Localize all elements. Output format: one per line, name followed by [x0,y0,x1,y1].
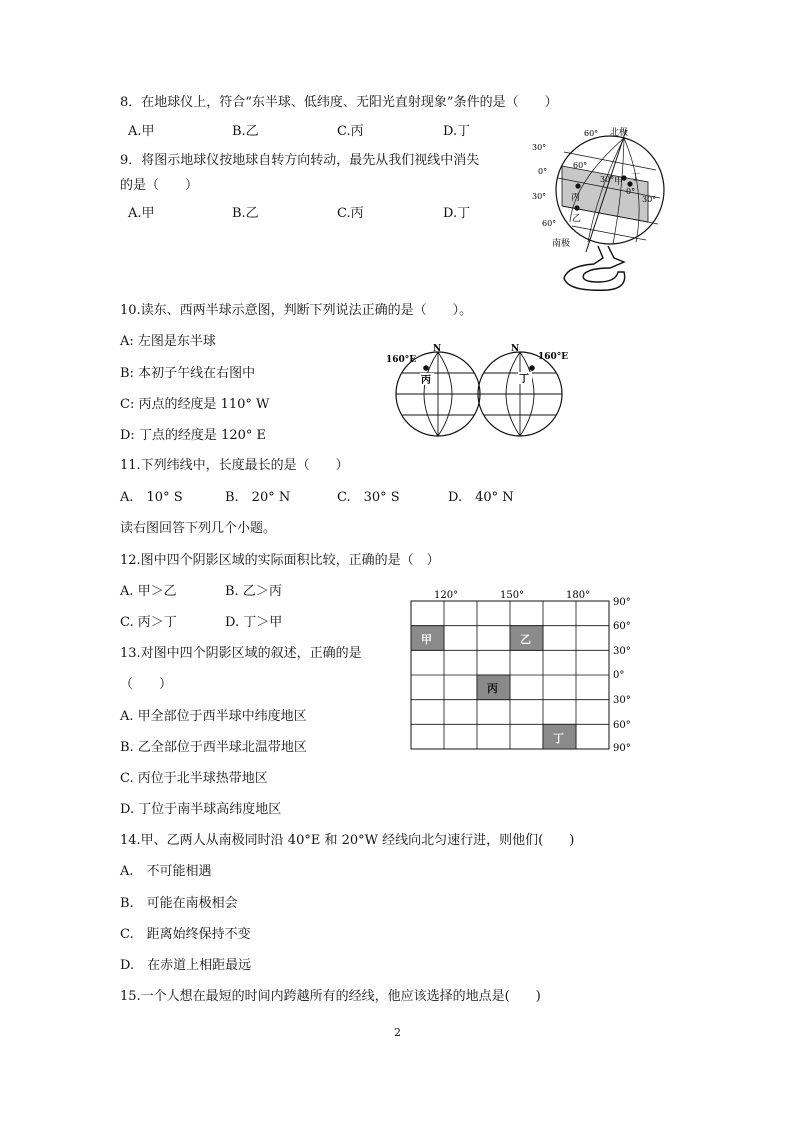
grid-label-ding: 丁 [553,732,564,745]
grid-top-label-180: 180° [566,590,591,601]
globe-lat-30-top: 30° [532,143,547,152]
q14-option-b: B. 可能在南极相会 [120,896,238,911]
grid-right-label-60-top: 60° [613,621,631,632]
globe-lat-30-bottom: 30° [532,192,547,201]
q14-option-c: C. 距离始终保持不变 [120,927,251,942]
globe-point-bing [575,183,580,188]
q12-option-d: D. 丁＞甲 [225,615,283,630]
east-hemisphere [478,352,562,436]
grid-right-label-30-bottom: 30° [613,695,631,706]
q8-option-c: C.丙 [337,124,364,139]
q9-option-d: D.丁 [443,206,471,221]
globe-south-pole-label: 南极 [552,239,571,249]
globe-label-yi: 乙 [572,214,582,224]
q8-option-a: A.甲 [128,124,155,139]
grid-top-label-150: 150° [500,590,525,601]
q12-stem: 12.图中四个阴影区域的实际面积比较，正确的是（ ） [120,553,440,568]
hemisphere-label-ding: 丁 [519,374,529,385]
globe-lat-0: 0° [538,167,548,176]
hemisphere-left-north: N [433,344,442,354]
q13-option-b: B. 乙全部位于西半球北温带地区 [120,740,307,755]
q9-stem-line2: 的是（ ） [120,178,199,193]
q14-option-d: D. 在赤道上相距最远 [120,958,252,973]
globe-right-30: 30° [642,195,657,204]
q10-option-d: D: 丁点的经度是 120° E [120,428,267,443]
globe-inner-30: 30° [600,175,615,184]
q9-option-c: C.丙 [337,206,364,221]
latlon-grid-figure [406,586,662,752]
grid-right-label-0: 0° [613,670,625,681]
q10-option-c: C: 丙点的经度是 110° W [120,397,270,412]
grid-label-yi: 乙 [520,633,531,646]
q11-option-d: D. 40° N [448,490,514,505]
q11-stem: 11.下列纬线中，长度最长的是（ ） [120,458,349,473]
hemisphere-left-lon-label: 160°E [386,355,417,365]
globe-label-bing: 丙 [571,193,581,203]
globe-stand [564,246,625,290]
q13-stem-line2: （ ） [120,677,173,692]
q9-stem-line1: 9．将图示地球仪按地球自转方向转动，最先从我们视线中消失 [120,153,480,168]
page-number: 2 [394,1026,401,1039]
grid-right-label-30-top: 30° [613,646,631,657]
grid-top-label-120: 120° [434,590,459,601]
q9-option-a: A.甲 [128,206,155,221]
q13-option-c: C. 丙位于北半球热带地区 [120,771,268,786]
globe-label-ding: 丁 [631,173,641,183]
q10-stem: 10.读东、西两半球示意图，判断下列说法正确的是（ ）。 [120,303,473,318]
q13-option-a: A. 甲全部位于西半球中纬度地区 [120,709,307,724]
grid-right-label-60-bottom: 60° [613,720,631,731]
grid-label-bing: 丙 [487,682,498,695]
q14-option-a: A. 不可能相遇 [120,864,212,879]
globe-lat-60-bottom: 60° [542,219,557,228]
grid-right-label-90-bottom: 90° [613,743,631,752]
q14-stem: 14.甲、乙两人从南极同时沿 40°E 和 20°W 经线向北匀速行进，则他们( ) [120,833,575,848]
section-intro: 读右图回答下列几个小题。 [120,521,277,536]
globe-north-pole-label: 北极 [610,128,629,138]
q12-option-a: A. 甲＞乙 [120,584,177,599]
q11-option-a: A. 10° S [120,490,183,505]
hemisphere-right-north: N [511,344,520,354]
q10-option-a: A: 左图是东半球 [120,334,216,349]
globe-point-yi [574,205,579,210]
hemisphere-figure [386,340,572,440]
globe-inner-0: 0° [626,187,636,196]
grid-right-label-90-top: 90° [613,597,631,608]
q12-option-c: C. 丙＞丁 [120,615,177,630]
q12-option-b: B. 乙＞丙 [225,584,282,599]
q9-option-b: B.乙 [232,206,259,221]
hemisphere-label-bing: 丙 [421,375,431,386]
q8-option-b: B.乙 [232,124,259,139]
q8-stem: 8．在地球仪上，符合“东半球、低纬度、无阳光直射现象”条件的是（ ） [120,95,558,110]
globe-inner-60: 60° [573,161,588,170]
hemisphere-right-lon-label: 160°E [538,352,569,362]
grid-label-jia: 甲 [421,633,432,646]
q15-stem: 15.一个人想在最短的时间内跨越所有的经线，他应该选择的地点是( ) [120,989,541,1004]
q11-option-c: C. 30° S [337,490,400,505]
globe-label-jia: 甲 [614,177,624,187]
q10-option-b: B: 本初子午线在右图中 [120,366,256,381]
q13-option-d: D. 丁位于南半球高纬度地区 [120,802,282,817]
q13-stem-line1: 13.对图中四个阴影区域的叙述，正确的是 [120,646,362,661]
globe-figure [528,122,678,297]
q8-option-d: D.丁 [443,124,471,139]
q11-option-b: B. 20° N [225,490,291,505]
globe-lat-60-top: 60° [584,129,599,138]
